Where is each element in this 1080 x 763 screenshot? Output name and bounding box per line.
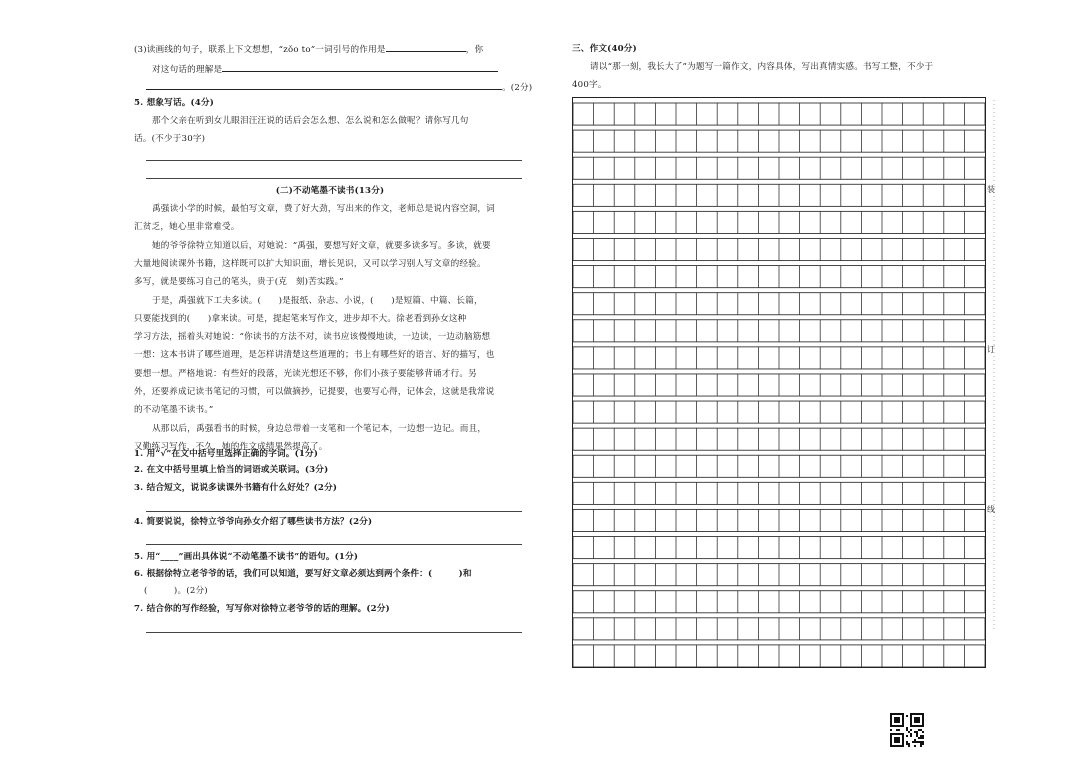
binding-label-ding: 订 [987, 345, 995, 354]
qr-code-graphic [890, 713, 924, 747]
binding-margin [990, 100, 998, 630]
composition-prompt-line2: 400字。 [572, 80, 607, 90]
q3-line1: (3)读画线的句子，联系上下文想想，“zǒo to”一词引号的作用是 ，你 [134, 42, 483, 55]
composition-prompt-line1: 请以“那一刻，我长大了”为题写一篇作文，内容具体，写出真情实感。书写工整，不少于 [590, 62, 934, 72]
q5-answer-line[interactable] [146, 160, 522, 161]
q4-answer-line[interactable] [146, 544, 522, 545]
qr-code [890, 713, 924, 747]
q3-answer-line[interactable] [146, 511, 522, 512]
passage-line: 的不动笔墨不读书。” [134, 405, 214, 416]
q3-line3: 。(2分) [146, 80, 532, 93]
binding-dotted-line [990, 100, 998, 630]
composition-title: 三、作文(40分) [572, 44, 637, 54]
q5-prompt-line1: 那个父亲在听到女儿眼泪汪汪说的话后会怎么想、怎么说和怎么做呢？请你写几句 [152, 116, 469, 126]
q5-answer-line[interactable] [146, 178, 522, 179]
writing-grid[interactable] [572, 97, 986, 668]
passage-line: 一想：这本书讲了哪些道理，是怎样讲清楚这些道理的；书上有哪些好的语言、好的描写，也 [134, 350, 495, 361]
q3-understanding-blank-2[interactable] [146, 80, 502, 90]
passage-line: 大量地阅读课外书籍，这样既可以扩大知识面，增长见识，又可以学习别人写文章的经验。 [134, 258, 486, 269]
passage-line: 于是，禹强就下工夫多读。( )是报纸、杂志、小说，( )是短篇、中篇、长篇， [152, 295, 483, 306]
passage-line: 只要能找到的( )拿来读。可是，提起笔来写作文，进步却不大。徐老看到孙女这种 [134, 313, 467, 324]
q5-title: 5. 想象写话。(4分) [134, 98, 215, 108]
q5-prompt-line2: 话。(不少于30字) [134, 134, 206, 144]
q3-line2: 对这句话的理解是 [134, 62, 498, 75]
question-5: 5. 用“____”画出具体说“不动笔墨不读书”的语句。(1分) [134, 552, 359, 562]
passage-line: 汇贫乏，她心里非常难受。 [134, 222, 240, 233]
q3-answer-blank[interactable] [386, 42, 466, 52]
writing-grid-cells [573, 98, 985, 667]
passage-line: 禹强读小学的时候，最怕写文章，费了好大劲，写出来的作文，老师总是说内容空洞，词 [152, 204, 495, 214]
section-title: (二)不动笔墨不读书(13分) [275, 186, 385, 196]
passage-line: 多写，就是要练习自己的笔头，贵于(克 刻)苦实践。” [134, 277, 344, 288]
question-2: 2. 在文中括号里填上恰当的词语或关联词。(3分) [134, 465, 329, 475]
q7-answer-line[interactable] [146, 632, 522, 633]
question-6: 6. 根据徐特立老爷爷的话，我们可以知道，要写好文章必须达到两个条件：( )和 [134, 569, 472, 579]
question-4: 4. 简要说说，徐特立爷爷向孙女介绍了哪些读书方法？(2分) [134, 517, 373, 527]
passage-line: 要想一想。严格地说：有些好的段落，光读光想还不够，你们小孩子要能够背诵才行。另 [134, 368, 477, 379]
passage-line: 又勤练习写作，不久，她的作文成绩果然提高了。 [134, 441, 328, 452]
q3-understanding-blank[interactable] [222, 62, 498, 72]
passage-line: 学习方法，摇着头对她说：“你读书的方法不对，读书应该慢慢地读，一边读，一边动脑筋想 [134, 332, 491, 343]
binding-label-xian: 线 [987, 505, 995, 514]
question-8: 7. 结合你的写作经验，写写你对徐特立老爷爷的话的理解。(2分) [134, 604, 390, 614]
question-3: 3. 结合短文，说说多读课外书籍有什么好处？(2分) [134, 483, 338, 493]
passage-line: 从那以后，禹强看书的时候，身边总带着一支笔和一个笔记本，一边想一边记。而且， [152, 423, 487, 434]
question-7: ( )。(2分) [144, 586, 208, 596]
binding-label-zhuang: 装 [987, 185, 995, 194]
question-1: 1. 用“√”在文中括号里选择正确的字词。(1分) [134, 449, 319, 459]
passage-line: 她的爷爷徐特立知道以后，对她说：“禹强，要想写好文章，就要多读多写。多读，就要 [152, 240, 491, 251]
passage-line: 外，还要养成记读书笔记的习惯，可以做摘抄，记提要，也要写心得，记体会，这就是我常说 [134, 387, 495, 397]
